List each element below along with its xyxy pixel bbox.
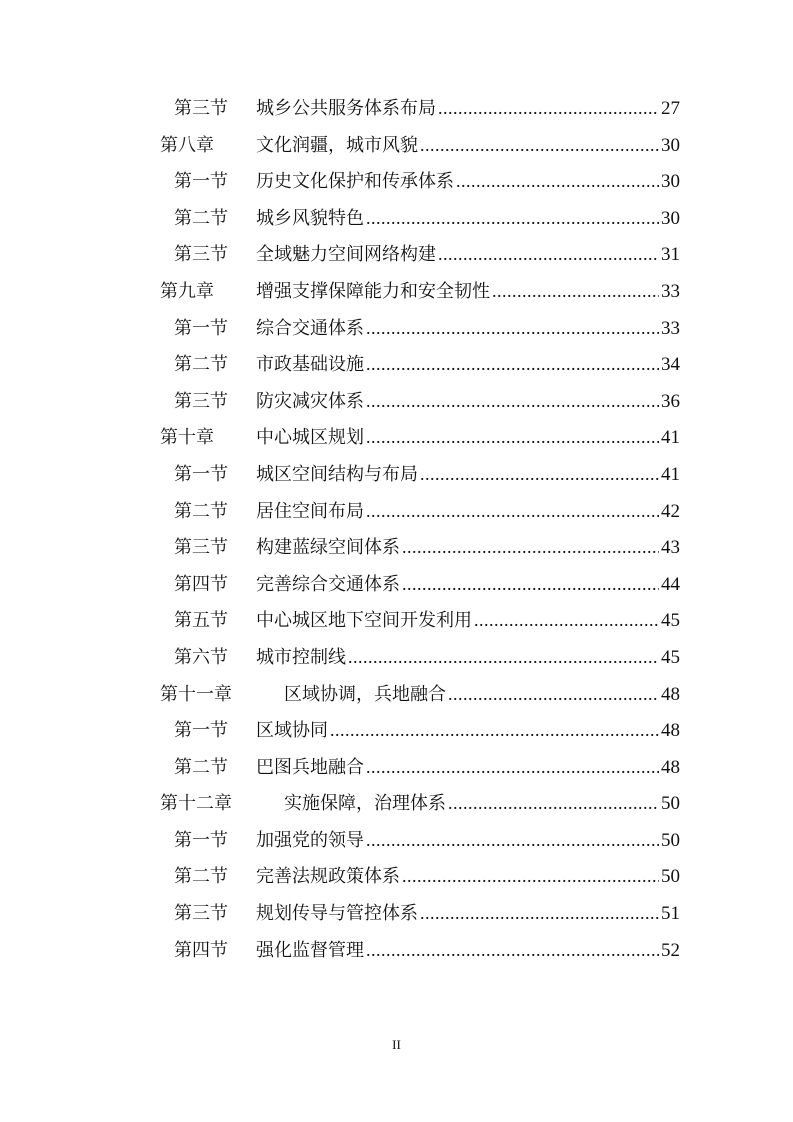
toc-entry-page-number: 41: [661, 463, 680, 485]
toc-entry-number: 第九章: [160, 280, 214, 302]
toc-section-entry[interactable]: [160, 90, 680, 127]
toc-chapter-entry[interactable]: [160, 785, 680, 822]
toc-entry-title: 完善法规政策体系: [256, 866, 400, 888]
toc-section-entry[interactable]: [160, 712, 680, 749]
toc-section-entry[interactable]: [160, 456, 680, 493]
page-footer-number: II: [392, 1037, 401, 1052]
toc-entry-page-number: 36: [661, 390, 680, 412]
toc-dot-leader: [366, 310, 659, 347]
toc-dot-leader: [420, 127, 659, 164]
toc-dot-leader: [366, 749, 659, 786]
toc-entry-title: 居住空间布局: [256, 500, 364, 522]
toc-dot-leader: [420, 895, 659, 932]
toc-dot-leader: [366, 419, 659, 456]
toc-dot-leader: [366, 493, 659, 530]
toc-entry-title: 强化监督管理: [256, 939, 364, 961]
toc-entry-page-number: 30: [661, 134, 680, 156]
toc-entry-title: 规划传导与管控体系: [256, 903, 418, 925]
toc-dot-leader: [474, 602, 659, 639]
toc-entry-number: 第一节: [174, 720, 228, 742]
toc-entry-page-number: 41: [661, 427, 680, 449]
toc-entry-number: 第一节: [174, 463, 228, 485]
toc-dot-leader: [448, 676, 659, 713]
toc-entry-page-number: 48: [661, 756, 680, 778]
toc-entry-page-number: 33: [661, 280, 680, 302]
toc-entry-page-number: 51: [661, 903, 680, 925]
toc-section-entry[interactable]: [160, 749, 680, 786]
toc-entry-title: 区域协同: [256, 720, 328, 742]
toc-entry-number: 第五节: [174, 610, 228, 632]
toc-section-entry[interactable]: [160, 493, 680, 530]
toc-section-entry[interactable]: [160, 932, 680, 969]
toc-entry-page-number: 50: [661, 866, 680, 888]
toc-entry-title: 城乡公共服务体系布局: [256, 98, 436, 119]
toc-entry-number: 第一节: [174, 829, 228, 851]
toc-dot-leader: [492, 273, 659, 310]
toc-entry-title: 综合交通体系: [256, 317, 364, 339]
toc-entry-title: 全域魅力空间网络构建: [256, 244, 436, 266]
toc-entry-title: 城市控制线: [256, 646, 346, 668]
toc-entry-page-number: 48: [661, 720, 680, 742]
toc-chapter-entry[interactable]: [160, 127, 680, 164]
toc-entry-title: 文化润疆，城市风貌: [256, 134, 418, 156]
toc-dot-leader: [366, 200, 659, 237]
toc-chapter-entry[interactable]: [160, 273, 680, 310]
toc-entry-number: 第二节: [174, 866, 228, 888]
toc-dot-leader: [366, 346, 659, 383]
toc-section-entry[interactable]: [160, 163, 680, 200]
toc-dot-leader: [456, 163, 659, 200]
toc-section-entry[interactable]: [160, 236, 680, 273]
toc-entry-title: 城区空间结构与布局: [256, 463, 418, 485]
toc-section-entry[interactable]: [160, 602, 680, 639]
toc-entry-page-number: 30: [661, 207, 680, 229]
toc-entry-number: 第十一章: [160, 683, 232, 705]
toc-entry-title: 中心城区规划: [256, 427, 364, 449]
toc-entry-page-number: 45: [661, 610, 680, 632]
toc-entry-title: 中心城区地下空间开发利用: [256, 610, 472, 632]
toc-chapter-entry[interactable]: [160, 419, 680, 456]
toc-section-entry[interactable]: [160, 200, 680, 237]
toc-dot-leader: [366, 383, 659, 420]
toc-entry-page-number: 50: [661, 829, 680, 851]
toc-entry-title: 市政基础设施: [256, 354, 364, 376]
table-of-contents: [160, 90, 680, 968]
toc-entry-number: 第一节: [174, 171, 228, 193]
toc-section-entry[interactable]: [160, 895, 680, 932]
toc-dot-leader: [402, 529, 659, 566]
toc-entry-title: 加强党的领导: [256, 829, 364, 851]
toc-dot-leader: [366, 822, 659, 859]
toc-entry-number: 第三节: [174, 537, 228, 559]
toc-entry-title: 完善综合交通体系: [256, 573, 400, 595]
toc-entry-number: 第三节: [174, 390, 228, 412]
toc-section-entry[interactable]: [160, 566, 680, 603]
toc-entry-title: 防灾减灾体系: [256, 390, 364, 412]
toc-entry-number: 第十章: [160, 427, 214, 449]
toc-entry-page-number: 43: [661, 537, 680, 559]
toc-entry-number: 第二节: [174, 354, 228, 376]
toc-entry-page-number: 48: [661, 683, 680, 705]
toc-entry-page-number: 42: [661, 500, 680, 522]
toc-entry-number: 第八章: [160, 134, 214, 156]
toc-entry-title: 城乡风貌特色: [256, 207, 364, 229]
toc-section-entry[interactable]: [160, 346, 680, 383]
toc-entry-title: 构建蓝绿空间体系: [256, 537, 400, 559]
toc-entry-number: 第一节: [174, 317, 228, 339]
toc-entry-page-number: 50: [661, 793, 680, 815]
toc-section-entry[interactable]: [160, 858, 680, 895]
toc-entry-page-number: 30: [661, 171, 680, 193]
toc-entry-page-number: 31: [661, 244, 680, 266]
toc-section-entry[interactable]: [160, 383, 680, 420]
toc-dot-leader: [438, 236, 659, 273]
toc-entry-number: 第六节: [174, 646, 228, 668]
toc-entry-page-number: 52: [661, 939, 680, 961]
toc-section-entry[interactable]: [160, 639, 680, 676]
toc-entry-number: 第四节: [174, 573, 228, 595]
toc-entry-number: 第二节: [174, 756, 228, 778]
toc-dot-leader: [348, 639, 659, 676]
toc-entry-number: 第四节: [174, 939, 228, 961]
toc-dot-leader: [402, 566, 659, 603]
toc-chapter-entry[interactable]: [160, 676, 680, 713]
toc-entry-page-number: 45: [661, 646, 680, 668]
toc-dot-leader: [420, 456, 659, 493]
toc-entry-title: 增强支撑保障能力和安全韧性: [256, 280, 490, 302]
toc-entry-number: 第三节: [174, 244, 228, 266]
toc-dot-leader: [402, 858, 659, 895]
toc-entry-number: 第二节: [174, 207, 228, 229]
toc-dot-leader: [448, 785, 659, 822]
toc-entry-title: 实施保障，治理体系: [284, 793, 446, 815]
toc-entry-page-number: 34: [661, 354, 680, 376]
toc-entry-page-number: 44: [661, 573, 680, 595]
toc-entry-page-number: 27: [661, 98, 680, 119]
toc-section-entry[interactable]: [160, 822, 680, 859]
toc-dot-leader: [366, 932, 659, 969]
toc-dot-leader: [330, 712, 659, 749]
toc-entry-title: 巴图兵地融合: [256, 756, 364, 778]
toc-entry-number: 第三节: [174, 903, 228, 925]
toc-entry-number: 第二节: [174, 500, 228, 522]
toc-section-entry[interactable]: [160, 529, 680, 566]
toc-entry-number: 第十二章: [160, 793, 232, 815]
toc-entry-title: 历史文化保护和传承体系: [256, 171, 454, 193]
toc-entry-number: 第三节: [174, 98, 228, 119]
toc-dot-leader: [438, 90, 659, 127]
toc-entry-page-number: 33: [661, 317, 680, 339]
toc-section-entry[interactable]: [160, 310, 680, 347]
toc-entry-title: 区域协调，兵地融合: [284, 683, 446, 705]
